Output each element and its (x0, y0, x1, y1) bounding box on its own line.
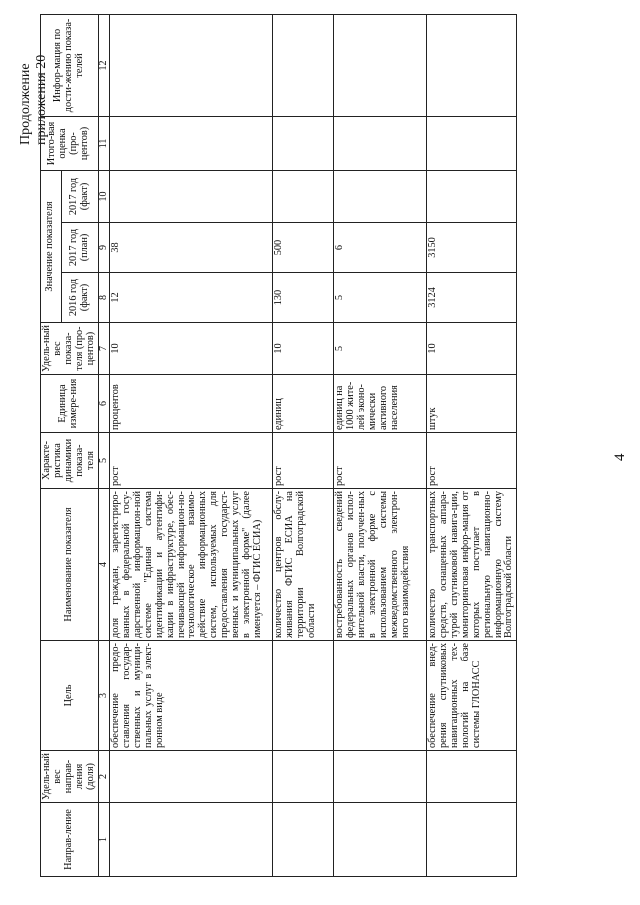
continuation-title: Продолжение приложения 20 (18, 54, 49, 145)
table-row (334, 14, 427, 876)
header-2017-fact: 2017 год (факт) (61, 170, 98, 222)
col-number: 9 (98, 223, 110, 273)
header-unit: Единица измере-ния (41, 375, 99, 433)
value-2017-plan-cell: 500 (273, 223, 334, 273)
col-number: 12 (98, 14, 110, 116)
indicator-name-cell: количество транспортных средств, оснащенных аппара-турой спутниковой навига-ции, мониторинговая инфор-мация от которых поступает в региональную навигационно-информационную систему Волгоградской области (427, 489, 517, 641)
unit-cell: единиц на 1000 жите-лей эконо-мически активного населения (334, 375, 427, 433)
col-number: 2 (98, 751, 110, 803)
weight-direction-cell (334, 751, 427, 803)
unit-cell: штук (427, 375, 517, 433)
header-goal: Цель (41, 641, 99, 751)
col-number: 4 (98, 489, 110, 641)
header-value-group: Значение показателя (41, 170, 62, 322)
header-indicator-name: Наименование показателя (41, 489, 99, 641)
col-number: 8 (98, 273, 110, 323)
unit-cell: процентов (110, 375, 273, 433)
info-cell (427, 14, 517, 116)
header-weight-direction: Удель-ный вес направ-ления (доля) (41, 751, 99, 803)
info-cell (334, 14, 427, 116)
direction-cell (334, 803, 427, 877)
goal-cell (334, 641, 427, 751)
dynamics-cell: рост (110, 433, 273, 489)
column-number-row (98, 14, 110, 876)
total-cell (427, 116, 517, 170)
indicator-name-cell: востребованность сведений федеральных органов испол-нительной власти, получен-ных в электронной форме с использованием системы межведомственного электрон-ного взаимодействия (334, 489, 427, 641)
direction-cell (273, 803, 334, 877)
col-number: 5 (98, 433, 110, 489)
value-2017-plan-cell: 38 (110, 223, 273, 273)
table-row (427, 14, 517, 876)
value-2017-fact-cell (427, 170, 517, 222)
goal-cell (273, 641, 334, 751)
value-2016-cell: 3124 (427, 273, 517, 323)
weight-direction-cell (273, 751, 334, 803)
indicator-name-cell: доля граждан, зарегистриро-ванных в федеральной госу-дарственной информацион-ной системе "Единая система идентификации и аутентифи-кации в инфраструктуре, обес-печивающей информацион-но-технологическое взаимо-действие информационных систем, используемых для предоставления государст-венных и муниципальных услуг в электронной форме" (далее именуется – ФГИС ЕСИА) (110, 489, 273, 641)
indicators-table (40, 14, 517, 877)
info-cell (110, 14, 273, 116)
value-2016-cell: 5 (334, 273, 427, 323)
total-cell (273, 116, 334, 170)
value-2017-plan-cell: 6 (334, 223, 427, 273)
dynamics-cell: рост (273, 433, 334, 489)
value-2017-fact-cell (110, 170, 273, 222)
unit-cell: единиц (273, 375, 334, 433)
header-direction: Направ-ление (41, 803, 99, 877)
value-2016-cell: 130 (273, 273, 334, 323)
direction-cell (110, 803, 273, 877)
header-2017-plan: 2017 год (план) (61, 223, 98, 273)
goal-cell: обеспечение предо-ставления государ-ственных и муници-пальных услуг в элект-ронном виде (110, 641, 273, 751)
indicator-weight-cell: 5 (334, 323, 427, 375)
header-2016: 2016 год (факт) (61, 273, 98, 323)
indicator-weight-cell: 10 (427, 323, 517, 375)
page-number: 4 (612, 453, 628, 461)
total-cell (110, 116, 273, 170)
value-2016-cell: 12 (110, 273, 273, 323)
header-indicator-weight: Удель-ный вес показа-теля (про-центов) (41, 323, 99, 375)
table-row (273, 14, 334, 876)
col-number: 7 (98, 323, 110, 375)
header-dynamics: Характе-ристика динамики показа-теля (41, 433, 99, 489)
dynamics-cell: рост (334, 433, 427, 489)
col-number: 11 (98, 116, 110, 170)
value-2017-fact-cell (334, 170, 427, 222)
direction-cell (427, 803, 517, 877)
weight-direction-cell (427, 751, 517, 803)
value-2017-plan-cell: 3150 (427, 223, 517, 273)
header-row-1 (41, 14, 62, 876)
header-total: Итого-вая оценка (про-центов) (41, 116, 99, 170)
indicator-weight-cell: 10 (110, 323, 273, 375)
value-2017-fact-cell (273, 170, 334, 222)
total-cell (334, 116, 427, 170)
indicator-name-cell: количество центров обслу-живания ФГИС ЕСИА на территории Волгоградской области (273, 489, 334, 641)
col-number: 1 (98, 803, 110, 877)
weight-direction-cell (110, 751, 273, 803)
info-cell (273, 14, 334, 116)
col-number: 6 (98, 375, 110, 433)
indicator-weight-cell: 10 (273, 323, 334, 375)
table-row (110, 14, 273, 876)
header-info: Инфор-мация по дости-жению показа-телей (41, 14, 99, 116)
col-number: 3 (98, 641, 110, 751)
goal-cell: обеспечение внед-рения спутниковых навигационных тех-нологий на базе системы ГЛОНАСС (427, 641, 517, 751)
dynamics-cell: рост (427, 433, 517, 489)
col-number: 10 (98, 170, 110, 222)
